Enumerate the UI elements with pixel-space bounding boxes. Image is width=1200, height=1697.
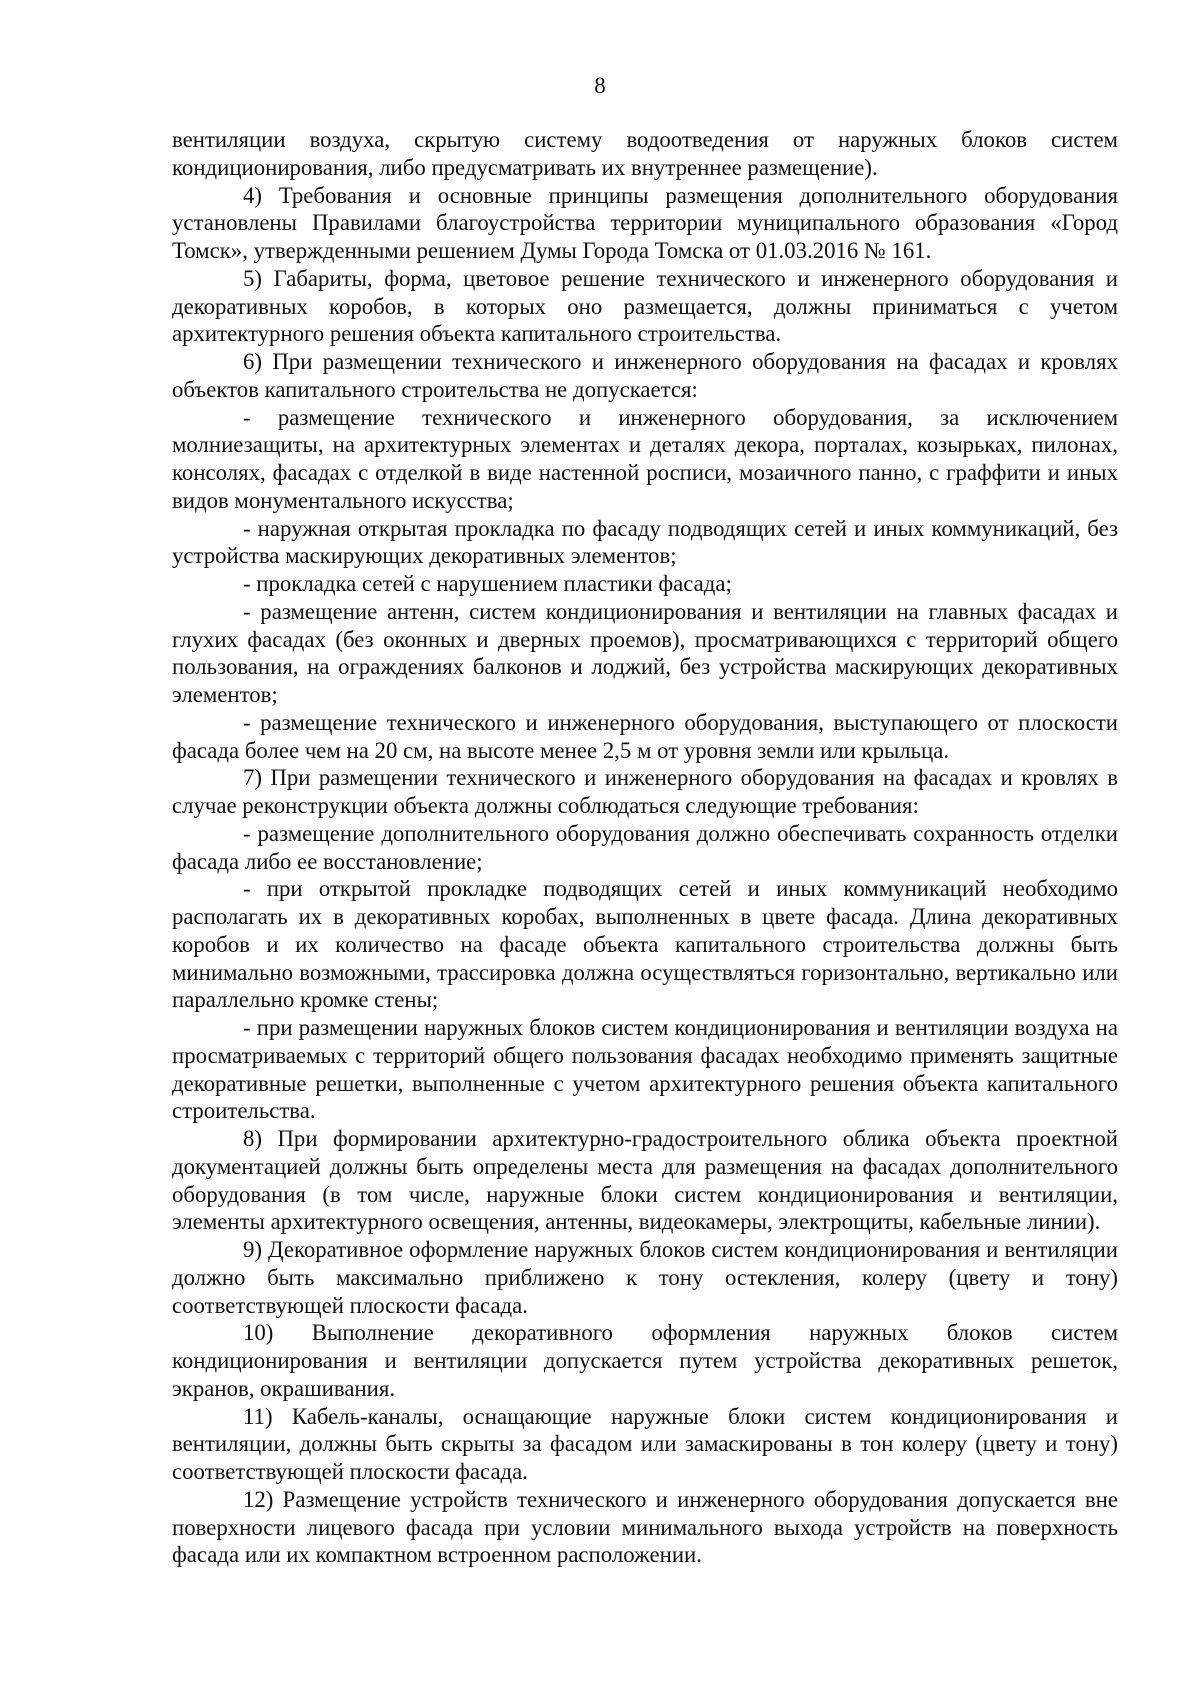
paragraph-item-6-dash-5: - размещение технического и инженерного оборудования, выступающего от плоскости фасада более чем на 20 см, на высоте менее 2,5 м от уровня земли или крыльца. <box>172 709 1118 763</box>
paragraph-item-7-dash-1: - размещение дополнительного оборудования должно обеспечивать сохранность отделки фасада либо ее восстановление; <box>172 820 1118 874</box>
paragraph-item-7: 7) При размещении технического и инженерного оборудования на фасадах и кровлях в случае реконструкции объекта должны соблюдаться следующие требования: <box>172 765 1118 818</box>
paragraph-item-6-dash-4: - размещение антенн, систем кондиционирования и вентиляции на главных фасадах и глухих фасадах (без оконных и дверных проемов), просматривающихся с территорий общего пользования, на ограждениях балконов и лоджий, без устройства маскирующих декоративных элементов; <box>172 598 1118 707</box>
paragraph-item-6-dash-3: - прокладка сетей с нарушением пластики фасада; <box>243 571 732 596</box>
paragraph-item-10: 10) Выполнение декоративного оформления наружных блоков систем кондиционирования и вентиляции допускается путем устройства декоративных решеток, экранов, окрашивания. <box>172 1320 1118 1401</box>
paragraph-item-5: 5) Габариты, форма, цветовое решение технического и инженерного оборудования и декоративных коробов, в которых оно размещается, должны приниматься с учетом архитектурного решения объекта капитального строительства. <box>172 265 1118 347</box>
page-number: 8 <box>594 73 606 98</box>
paragraph-item-12: 12) Размещение устройств технического и инженерного оборудования допускается вне поверхности лицевого фасада при условии минимального выхода устройств на поверхность фасада или их компактном встроенном расположении. <box>172 1486 1118 1568</box>
paragraph-continuation: вентиляции воздуха, скрытую систему водоотведения от наружных блоков систем кондиционирования, либо предусматривать их внутреннее размещение). <box>172 127 1118 180</box>
paragraph-item-7-dash-3: - при размещении наружных блоков систем кондиционирования и вентиляции воздуха на просматриваемых с территорий общего пользования фасадах необходимо применять защитные декоративные решетки, выполненные с учетом архитектурного решения объекта капитального строительства. <box>172 1015 1118 1124</box>
paragraph-item-6: 6) При размещении технического и инженерного оборудования на фасадах и кровлях объектов капитального строительства не допускается: <box>172 349 1118 402</box>
paragraph-item-9: 9) Декоративное оформление наружных блоков систем кондиционирования и вентиляции должно быть максимально приближено к тону остекления, колеру (цвету и тону) соответствующей плоскости фасада. <box>172 1237 1118 1318</box>
paragraph-item-4: 4) Требования и основные принципы размещения дополнительного оборудования установлены Правилами благоустройства территории муниципального образования «Город Томск», утвержденными решением Думы Города Томска от 01.03.2016 № 161. <box>172 182 1118 263</box>
paragraph-item-6-dash-2: - наружная открытая прокладка по фасаду подводящих сетей и иных коммуникаций, без устройства маскирующих декоративных элементов; <box>172 515 1118 569</box>
paragraph-item-11: 11) Кабель-каналы, оснащающие наружные блоки систем кондиционирования и вентиляции, должны быть скрыты за фасадом или замаскированы в тон колеру (цвету и тону) соответствующей плоскости фасада. <box>172 1403 1118 1484</box>
paragraph-item-8: 8) При формировании архитектурно-градостроительного облика объекта проектной документацией должны быть определены места для размещения на фасадах дополнительного оборудования (в том числе, наружные блоки систем кондиционирования и вентиляции, элементы архитектурного освещения, антенны, видеокамеры, электрощиты, кабельные линии). <box>172 1126 1118 1235</box>
paragraph-item-6-dash-1: - размещение технического и инженерного оборудования, за исключением молниезащиты, на архитектурных элементах и деталях декора, порталах, козырьках, пилонах, консолях, фасадах с отделкой в виде настенной росписи, мозаичного панно, с граффити и иных видов монументального искусства; <box>172 404 1118 513</box>
document-body <box>172 126 1118 1569</box>
paragraph-item-7-dash-2: - при открытой прокладке подводящих сетей и иных коммуникаций необходимо располагать их в декоративных коробах, выполненных в цвете фасада. Длина декоративных коробов и их количество на фасаде объекта капитального строительства должны быть минимально возможными, трассировка должна осуществляться горизонтально, вертикально или параллельно кромке стены; <box>172 876 1118 1013</box>
